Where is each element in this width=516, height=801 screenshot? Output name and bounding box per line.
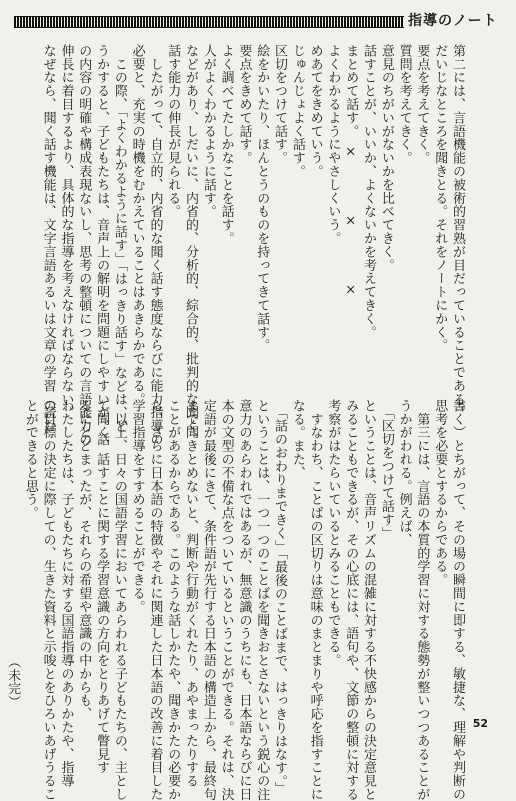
text-line: 要点を考えてきく。 bbox=[414, 44, 430, 165]
text-line: 第三には、言語の本質的学習に対する態勢が整いつつあることが bbox=[414, 399, 430, 801]
header-title: 指導のノート bbox=[408, 13, 498, 29]
text-line: まとめて話す。 × × × bbox=[343, 44, 359, 299]
text-line: この際、「よくわかるように話す」「はっきり話す」などは、ど bbox=[111, 44, 127, 433]
text-line: ことがあるからである。このような話しかたや、聞きかたの必要か bbox=[165, 399, 181, 801]
text-line: 思考を必要とするからである。 bbox=[432, 399, 448, 587]
text-line: じゅんじょよく話す。 bbox=[289, 44, 305, 178]
text-line: とができると思う。 bbox=[22, 399, 38, 520]
text-line: ということは、一つ一つのことばを聞きおとさないという鋭心の注 bbox=[254, 399, 270, 801]
text-line: 学習指導をすすめることができる。 bbox=[129, 399, 145, 614]
closing-note: （未完） bbox=[5, 655, 21, 709]
text-line: 話すことが、いいか、よくないかを考えてきく。 bbox=[361, 44, 377, 339]
text-line: ら、さらに日本語の特徴やそれに関連した日本語の改善に着目した bbox=[147, 399, 163, 801]
text-line: うかがわれる。例えば、 bbox=[396, 399, 412, 547]
text-line: わたしたちは、子どもたちに対する国語指導のありかたや、指導 bbox=[58, 399, 74, 788]
text-line: すなわち、ことばの区切りは意味のまとまりや呼応を指すことに bbox=[307, 399, 323, 801]
text-line: うかすると、子どもたちは、音声上の解明を問題にしやすいが、話 bbox=[94, 44, 110, 446]
text-line: したがって、自立的、内省的な聞く話す態度ならびに能力指導の bbox=[147, 44, 163, 446]
text-line: 必要と、充実の時機をむかえていることはあきらかである。 bbox=[129, 44, 145, 406]
text-line: 要点をきめて話す。 bbox=[236, 44, 252, 165]
text-line: 区切をつけて話す。 bbox=[272, 44, 288, 165]
text-line: 定語が最後にきて、条件語が先行する日本語の構造上から、最終句 bbox=[200, 399, 216, 801]
text-line: 意力のあらわれではあるが、無意識のうちにも、日本語ならびに日 bbox=[236, 399, 252, 801]
text-line: なぜなら、聞く話す機能は、文字言語あるいは文章の学習（読む bbox=[40, 44, 56, 433]
text-line: だいじなところを聞きとる。それをノートにかく。 bbox=[432, 44, 448, 353]
text-line: 絵をかいたり、ほんとうのものを持ってきて話す。 bbox=[254, 44, 270, 353]
body-text-lower bbox=[5, 399, 466, 801]
text-line: なる。また、 bbox=[289, 399, 305, 480]
text-line: るにとどまったが、それらの希望や意識の中からも、 bbox=[76, 399, 92, 721]
text-line: 伸長に着目するより、具体的な指導を考えなければならない。 bbox=[58, 44, 74, 420]
text-line: 「区切をつけて話す」 bbox=[378, 399, 394, 540]
text-line: 「話のおわりまできく」「最後のことばまで、はっきりはなす。」 bbox=[272, 399, 288, 795]
text-line: 書く）とちがって、その場の瞬間に即する、敏捷な、理解や判断の bbox=[450, 399, 465, 801]
text-line: の目標の決定に際しての、生きた資料と示唆とをひろいあげうるこ bbox=[40, 399, 56, 801]
text-line: まで聞きとめないと、判断や行動がくれたり、あやまったりする bbox=[183, 399, 199, 788]
text-line: よくわかるようにやさしくいう。 bbox=[325, 44, 341, 245]
page-number: 52 bbox=[472, 717, 488, 730]
text-line: 考察がはたらいているとみることもできる。 bbox=[325, 399, 341, 667]
text-line: の内容の明確や構成表現ないし、思考の整頓についての言語能力の bbox=[76, 44, 92, 446]
text-line: 人がよくわかるように話す。 bbox=[200, 44, 216, 219]
text-line: 第二には、言語機能の被術的習熟が目だっていることである。 bbox=[450, 44, 465, 420]
text-line: 以上、日々の国語学習においてあらわれる子どもたちの、主とし bbox=[111, 399, 127, 801]
text-line: 意見のちがいがないかを比べてきく。 bbox=[378, 44, 394, 272]
text-line: 本の文型の不備な点をついているということができる。それは、決 bbox=[218, 399, 234, 801]
text-line: などがあり、しだいに、内省的、分析的、綜合的、批判的な聞く、 bbox=[183, 44, 199, 446]
text-line: 質問を考えてきく。 bbox=[396, 44, 412, 165]
header-decorative-band bbox=[14, 16, 404, 28]
text-line: よく調べてたしかなことを話す。 bbox=[218, 44, 234, 245]
text-line: みることもできるが、その心底には、語句や、文節の整頓に対する bbox=[343, 399, 359, 801]
text-line: ということは、音声リズムの混雑に対する不快感からの決定意見と bbox=[361, 399, 377, 801]
text-line: めあてをきめていう。 bbox=[307, 44, 323, 178]
text-line: 話す能力の伸長が見られる。 bbox=[165, 44, 181, 219]
text-line: て聞く、話すことに関する学習意識の方向をとりあげて瞥見す bbox=[94, 399, 110, 775]
